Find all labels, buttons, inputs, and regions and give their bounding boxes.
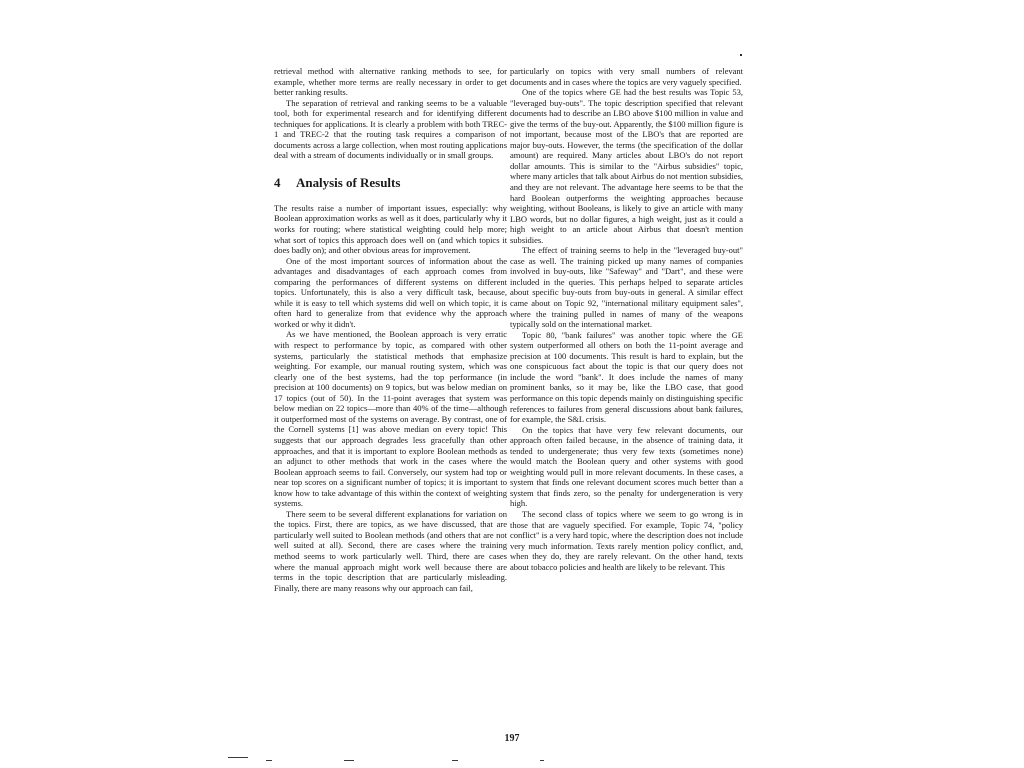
left-column — [274, 66, 507, 593]
scan-line — [266, 760, 272, 761]
paragraph: The separation of retrieval and ranking seems to be a valuable tool, both for experimental research and for identifying different techniques for applications. It is clearly a problem with both TREC-1 and TREC-2 that the routing task requires a comparison of documents across a large collection, when most routing applications deal with a stream of documents individually or in small groups. — [274, 97, 507, 161]
scan-line — [344, 760, 354, 761]
paragraph: The second class of topics where we seem to go wrong is in those that are vaguely specified. For example, Topic 74, "policy conflict" is a very hard topic, where the description does not include very much information. Texts rarely mention policy conflict, and, when they do, they are rarely relevant. On the other hand, texts about tobacco policies and health are likely to be relevant. This — [510, 508, 743, 572]
page-number: 197 — [504, 733, 520, 744]
paragraph: particularly on topics with very small numbers of relevant documents and in cases where the topics are very vaguely specified. — [510, 66, 743, 87]
section-number: 4 — [274, 174, 281, 190]
scan-line — [452, 760, 458, 761]
paragraph: There seem to be several different explanations for variation on the topics. First, there are topics, as we have discussed, that are particularly well suited to Boolean methods (and others that are not well suited at all). Second, there are cases where the training method seems to work particularly well. Third, there are cases where the manual approach might work well because there are terms in the topic description that are particularly misleading. Finally, there are many reasons why our approach can fail, — [274, 508, 507, 593]
section-title: Analysis of Results — [296, 174, 401, 190]
paragraph: Topic 80, "bank failures" was another topic where the GE system outperformed all others on both the 11-point average and precision at 100 documents. This result is hard to explain, but the one conspicuous fact about the topic is that our query does not include the word "bank". It does include the names of many prominent banks, so it may be, like the LBO case, that good performance on this topic depends mainly on distinguishing specific references to failures from general discussions about bank failures, for example, the S&L crisis. — [510, 329, 743, 425]
scan-line — [228, 757, 248, 758]
right-column — [510, 66, 743, 572]
paragraph: One of the most important sources of information about the advantages and disadvantages of each approach comes from comparing the performances of different systems on different topics. Unfortunately, this is also a very difficult task, because, while it is easy to tell which systems did well on which topic, it is often hard to generalize from that evidence why the approach worked or why it didn't. — [274, 255, 507, 329]
paragraph: retrieval method with alternative ranking methods to see, for example, whether more terms are really necessary in order to get better ranking results. — [274, 66, 507, 98]
paragraph: As we have mentioned, the Boolean approach is very erratic with respect to performance by topic, as compared with other systems, particularly the statistical methods that emphasize weighting. For example, our manual routing system, which was clearly one of the best systems, had the top performance (in precision at 100 documents) on 9 topics, but was below median on 17 topics (out of 50). In the 11-point averages that system was below median on 22 topics—more than 40% of the time—although it outperformed most of the systems on average. By contrast, one of the Cornell systems [1] was above median on every topic! This suggests that our approach degrades less gracefully than other approaches, and that it is important to explore Boolean methods as an adjunct to other methods that work in the cases where the Boolean approach seems to fail. Conversely, our system had top or near top scores on a significant number of topics; it is important to know how to take advantage of this within the context of weighting systems. — [274, 329, 507, 509]
paragraph: The effect of training seems to help in the "leveraged buy-out" case as well. The training picked up many names of companies involved in buy-outs, like "Safeway" and "Dart", and these were included in the queries. This perhaps helped to separate articles about specific buy-outs from buy-outs in general. A similar effect came about on Topic 92, "international military equipment sales", where the training pulled in names of many of the weapons typically sold on the international market. — [510, 245, 743, 330]
scan-speck — [740, 54, 742, 56]
paragraph: The results raise a number of important issues, especially: why Boolean approximation works as well as it does, particularly why it works for routing; where statistical weighting could help more; what sort of topics this approach does well on (and which topics it does badly on); and other obvious areas for improvement. — [274, 202, 507, 256]
paragraph: One of the topics where GE had the best results was Topic 53, "leveraged buy-outs". The topic description specified that relevant documents had to describe an LBO above $100 million in value and give the terms of the buy-out. Apparently, the $100 million figure is not important, because most of the LBO's that are reported are major buy-outs. However, the terms (the specification of the dollar amount) are required. Many articles about LBO's do not report dollar amounts. This is similar to the "Airbus subsidies" topic, where many articles that talk about Airbus do not mention subsidies, and they are not relevant. The advantage here seems to be that the hard Boolean outperforms the weighting approaches because weighting, without Booleans, is likely to give an article with many LBO words, but no dollar figures, a high weight, just as it could a high weight to an article about Airbus that doesn't mention subsidies. — [510, 87, 743, 245]
section-heading — [274, 175, 507, 191]
scan-line — [540, 760, 544, 761]
paragraph: On the topics that have very few relevant documents, our approach often failed because, in the absence of training data, it tended to undergenerate; thus very few texts (sometimes none) would match the Boolean query and other systems with good weighting would pull in more relevant documents. In these cases, a system that finds one relevant document scores much better than a system that finds zero, so the penalty for undergeneration is very high. — [510, 424, 743, 509]
